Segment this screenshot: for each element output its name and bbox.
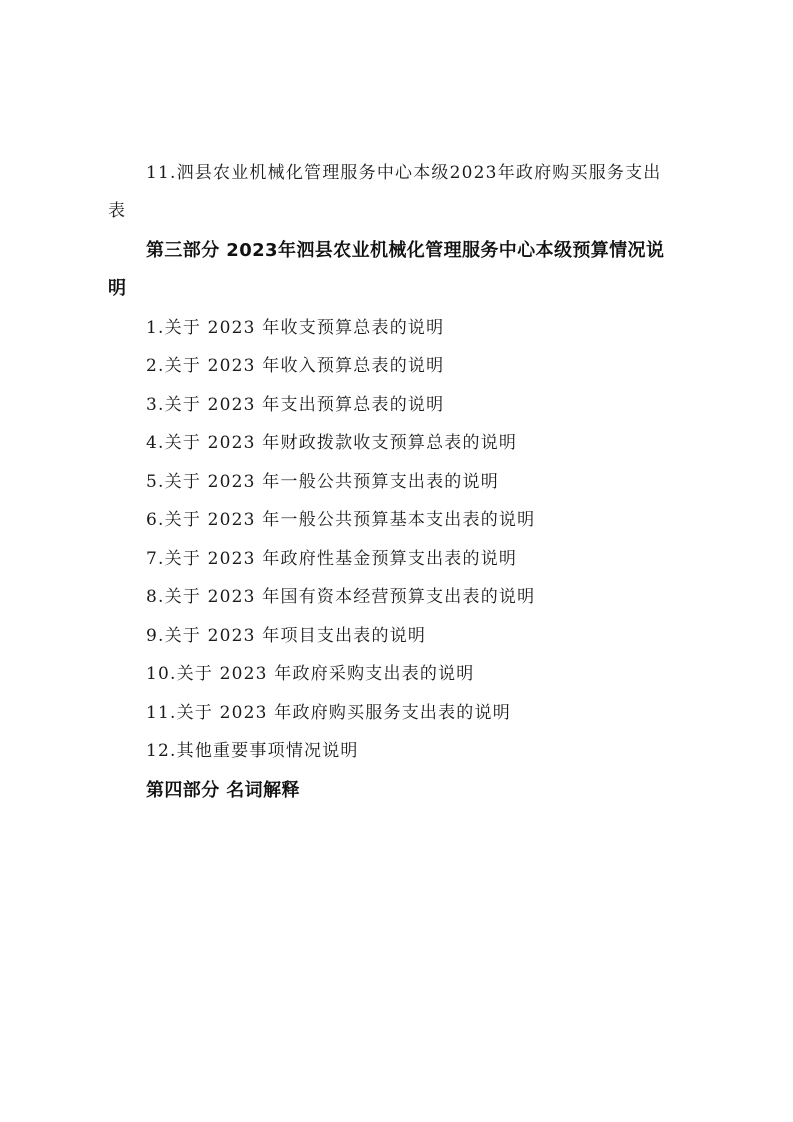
part3-heading-line2: 明 xyxy=(108,278,127,299)
part3-item: 2.关于 2023 年收入预算总表的说明 xyxy=(146,356,445,376)
part3-item: 1.关于 2023 年收支预算总表的说明 xyxy=(146,318,445,338)
toc-item-11-line2: 表 xyxy=(108,201,127,221)
part3-item: 8.关于 2023 年国有资本经营预算支出表的说明 xyxy=(146,587,536,607)
part3-item: 10.关于 2023 年政府采购支出表的说明 xyxy=(146,664,475,684)
part3-heading-line1: 第三部分 2023年泗县农业机械化管理服务中心本级预算情况说 xyxy=(146,240,665,261)
toc-item-11-line1: 11.泗县农业机械化管理服务中心本级2023年政府购买服务支出 xyxy=(146,163,662,183)
part4-heading: 第四部分 名词解释 xyxy=(146,780,300,801)
part3-item: 5.关于 2023 年一般公共预算支出表的说明 xyxy=(146,472,499,492)
part3-item: 6.关于 2023 年一般公共预算基本支出表的说明 xyxy=(146,510,536,530)
part3-item: 9.关于 2023 年项目支出表的说明 xyxy=(146,626,427,646)
part3-item: 11.关于 2023 年政府购买服务支出表的说明 xyxy=(146,703,511,723)
part3-item: 7.关于 2023 年政府性基金预算支出表的说明 xyxy=(146,549,518,569)
part3-item: 12.其他重要事项情况说明 xyxy=(146,741,359,761)
part3-item: 4.关于 2023 年财政拨款收支预算总表的说明 xyxy=(146,433,518,453)
part3-item: 3.关于 2023 年支出预算总表的说明 xyxy=(146,395,445,415)
